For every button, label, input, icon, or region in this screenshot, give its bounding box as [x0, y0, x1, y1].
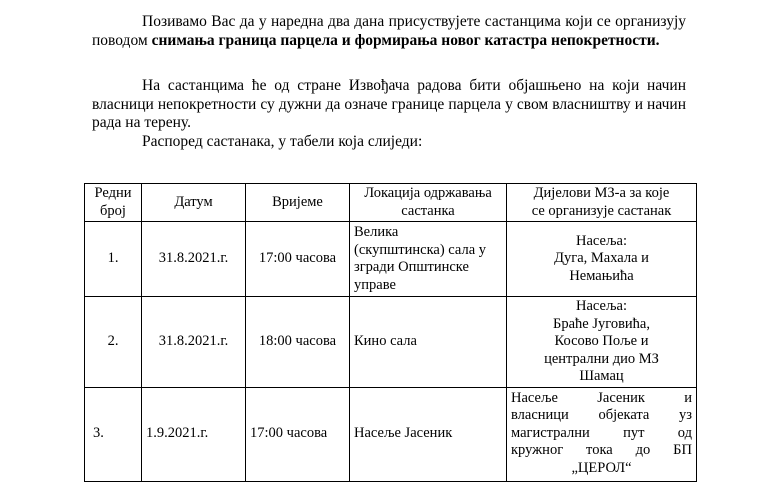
table-row: [85, 222, 697, 297]
header-parts: Дијелови МЗ-а за које се организује састанак: [507, 184, 697, 222]
intro-paragraph-3: [92, 133, 686, 152]
row-parts: Насеља: Браће Југовића, Косово Поље и централни дио МЗ Шамац: [507, 297, 697, 388]
intro-paragraph-2: [92, 77, 686, 133]
intro-text: Позивамо Вас да у наредна два дана присуствујете састанцима који се организују поводом: [92, 13, 686, 49]
row-location: Кино сала: [350, 297, 507, 388]
row-date: 31.8.2021.г.: [142, 297, 246, 388]
intro-bold-text: снимања граница парцела и формирања новог катастра непокретности.: [151, 31, 660, 49]
row-location: Насеље Јасеник: [350, 387, 507, 481]
row-date: 31.8.2021.г.: [142, 222, 246, 297]
row-time: 17:00 часова: [246, 387, 350, 481]
explanation-text: На састанцима ће од стране Извођача радова бити објашњено на који начин власници непокретности су дужни да означе границе парцела у свом власништву и начин рада на терену.: [92, 77, 686, 131]
row-date: 1.9.2021.г.: [142, 387, 246, 481]
header-location: Локација одржавања састанка: [350, 184, 507, 222]
row-parts: Насеља: Дуга, Махала и Немањића: [507, 222, 697, 297]
row-number: 2.: [85, 297, 142, 388]
meeting-schedule-table: [84, 183, 697, 482]
intro-paragraph-1: [92, 13, 686, 50]
row-parts: Насеље Јасеник и власници објеката уз магистрални пут од кружног тока до БП „ЦЕРОЛ“: [507, 387, 697, 481]
row-number: 1.: [85, 222, 142, 297]
row-time: 17:00 часова: [246, 222, 350, 297]
row-location: Велика (скупштинска) сала у згради Општинске управе: [350, 222, 507, 297]
row-time: 18:00 часова: [246, 297, 350, 388]
header-date: Датум: [142, 184, 246, 222]
schedule-lead-text: Распоред састанака, у табели која слиједи:: [142, 133, 423, 150]
table-header-row: [85, 184, 697, 222]
table-row: [85, 297, 697, 388]
table-row: [85, 387, 697, 481]
header-ordinal: Редни број: [85, 184, 142, 222]
row-number: 3.: [85, 387, 142, 481]
header-time: Вријеме: [246, 184, 350, 222]
